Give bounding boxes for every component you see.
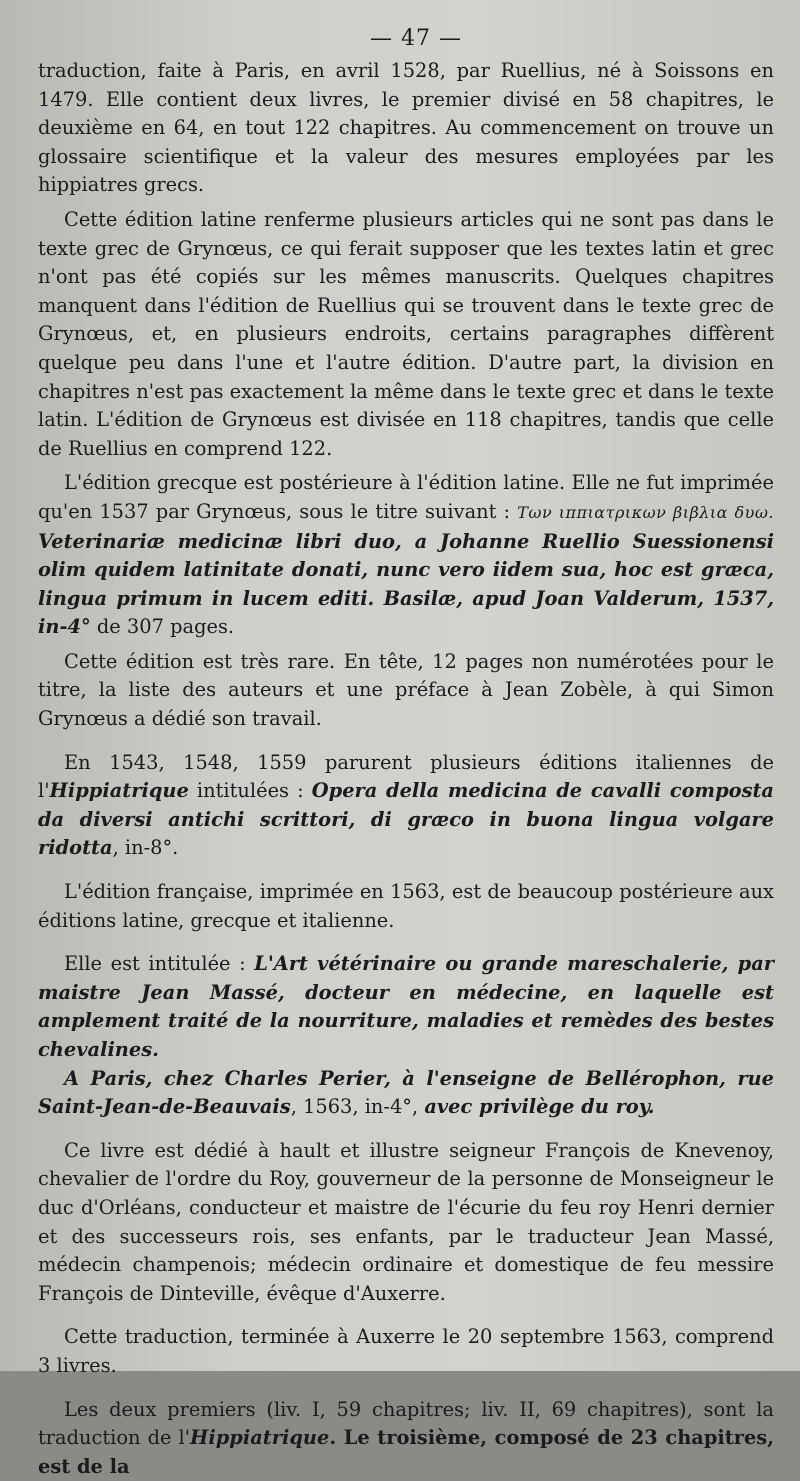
paragraph-publisher	[38, 1065, 774, 1122]
paragraph-rarity: Cette édition est très rare. En tête, 12 pages non numérotées pour le titre, la liste des auteurs et une préface à Jean Zobèle, à qui Simon Grynœus a dédié son travail.	[38, 649, 774, 731]
paragraph-greek-edition	[38, 469, 774, 642]
paragraph-italian-editions	[38, 749, 774, 863]
books-lead: Les deux premiers (liv. I, 59 chapitres; liv. II, 69 chapitres), sont la traduction de l'	[38, 1397, 774, 1450]
latin-title: Veterinariæ medicinæ libri duo, a Johanne Ruellio Suessionensi olim quidem latinitate donati, nunc vero iidem sua, hoc est græca, lingua primum in lucem editi. Basilæ, apud Joan Valderum, 1537, in-4°	[38, 529, 774, 639]
page-number: — 47 —	[370, 26, 462, 51]
italian-title: Opera della medicina de cavalli composta da diversi antichi scrittori, di græco in buona lingua volgare ridotta	[38, 779, 775, 860]
french-title-lead: Elle est intitulée :	[64, 952, 255, 976]
greek-title: Των ιππιατρικων βιβλια δυω.	[517, 502, 774, 522]
greek-edition-tail: de 307 pages.	[90, 615, 235, 639]
paragraph-french-title	[38, 950, 774, 1064]
french-title: L'Art vétérinaire ou grande mareschalerie, par maistre Jean Massé, docteur en médecine, en laquelle est amplement traité de la nourriture, maladies et remèdes des bestes chevalines.	[38, 952, 774, 1061]
paragraph-latin-edition: Cette édition latine renferme plusieurs articles qui ne sont pas dans le texte grec de Grynœus, ce qui ferait supposer que les textes latin et grec n'ont pas été copiés sur les mêmes manuscrits. Quelques chapitres manquent dans l'édition de Ruellius qui se trouvent dans le texte grec de Grynœus, et, en plusieurs endroits, certains paragraphes diffèrent quelque peu dans l'une et l'autre édition. D'autre part, la division en chapitres n'est pas exactement la même dans le texte grec et dans le texte latin. L'édition de Grynœus est divisée en 118 chapitres, tandis que celle de Ruellius en comprend 122.	[38, 207, 774, 460]
paragraph-dedication: Ce livre est dédié à hault et illustre seigneur François de Knevenoy, chevalier de l'ordre du Roy, gouverneur de la personne de Monseigneur le duc d'Orléans, conducteur et maistre de l'écurie du feu roy Henri dernier et des successeurs rois, ses enfants, par le traducteur Jean Massé, médecin champenois; médecin ordinaire et domestique de feu messire François de Dinteville, évêque d'Auxerre.	[38, 1138, 774, 1305]
italian-tail: , in-8°.	[112, 836, 179, 860]
books-tail: . Le troisième, composé de 23 chapitres, est de la	[38, 1426, 774, 1478]
italian-lead: En 1543, 1548, 1559 parurent plusieurs éditions italiennes de l'	[38, 750, 774, 803]
greek-edition-lead: L'édition grecque est postérieure à l'édition latine. Elle ne fut imprimée qu'en 1537 par Grynœus, sous le titre suivant :	[38, 471, 774, 523]
books-hippiatrique-title: Hippiatrique	[190, 1426, 330, 1450]
publisher-address: A Paris, chez Charles Perier, à l'enseigne de Bellérophon, rue Saint-Jean-de-Beauvais	[38, 1066, 774, 1119]
privilege: avec privilège du roy.	[424, 1095, 655, 1119]
hippiatrique-title: Hippiatrique	[49, 779, 189, 803]
paragraph-french-edition: L'édition française, imprimée en 1563, est de beaucoup postérieure aux éditions latine, grecque et italienne.	[38, 880, 774, 932]
paragraph-books	[38, 1396, 774, 1481]
paragraph-translation-ruellius: traduction, faite à Paris, en avril 1528, par Ruellius, né à Soissons en 1479. Elle contient deux livres, le premier divisé en 58 chapitres, le deuxième en 64, en tout 122 chapitres. Au commencement on trouve un glossaire scientifique et la valeur des mesures employées par les hippiatres grecs.	[38, 59, 774, 197]
publisher-mid: , 1563, in-4°,	[290, 1095, 425, 1119]
paragraph-auxerre: Cette traduction, terminée à Auxerre le 20 septembre 1563, comprend 3 livres.	[38, 1325, 774, 1377]
italian-mid: intitulées :	[188, 779, 312, 803]
